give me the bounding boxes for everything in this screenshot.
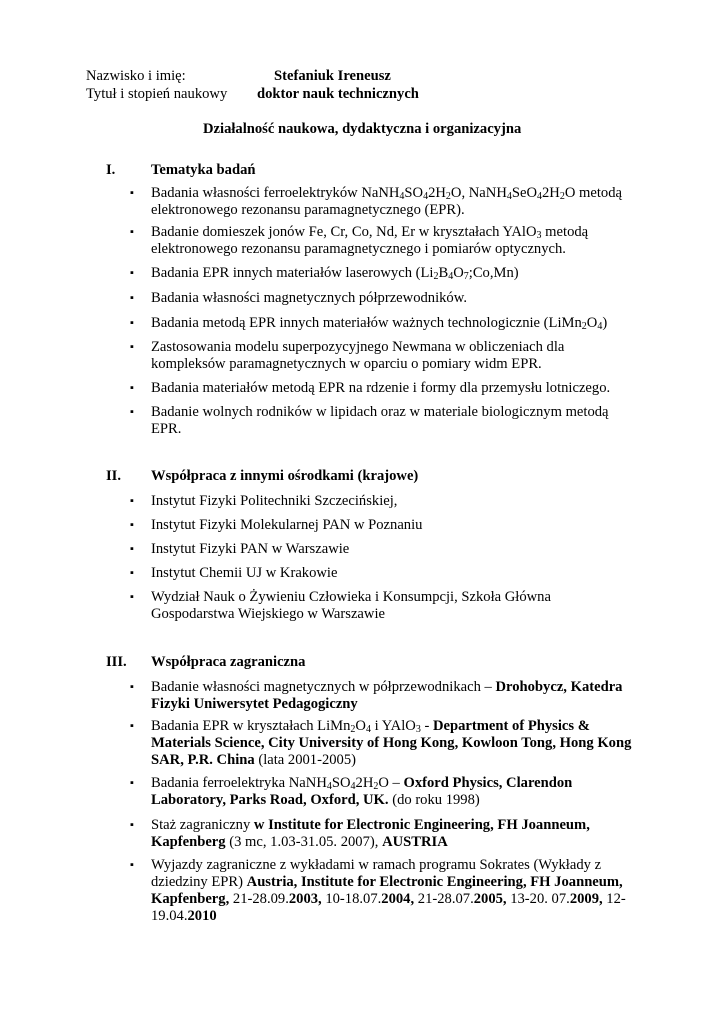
- list-item-text: Badania własności ferroelektryków $NaNH_4SO_42H_2O$, $NaNH_4SeO_42H_2O$ metodą elektronowego rezonansu paramagnetycznego (EPR).: [151, 185, 622, 218]
- bullet-icon: ▪: [130, 382, 134, 394]
- section-title: Tematyka badań: [151, 162, 256, 178]
- list-item-text: Instytut Fizyki Molekularnej PAN w Poznaniu: [151, 517, 423, 533]
- list-item-text: Instytut Chemii UJ w Krakowie: [151, 565, 338, 581]
- list-item-text: Badania własności magnetycznych półprzewodników.: [151, 290, 467, 306]
- bullet-icon: ▪: [130, 495, 134, 507]
- title-label: Tytuł i stopień naukowy: [86, 86, 228, 102]
- list-item-text: Wydział Nauk o Żywieniu Człowieka i Konsumpcji, Szkoła Główna Gospodarstwa Wiejskiego w Warszawie: [151, 589, 551, 622]
- list-item-text: Zastosowania modelu superpozycyjnego Newmana w obliczeniach dla kompleksów paramagnetycznych w oparciu o pomiary widm EPR.: [151, 339, 565, 372]
- list-item-text: Instytut Fizyki Politechniki Szczecińskiej,: [151, 493, 398, 509]
- section-title: Współpraca zagraniczna: [151, 654, 306, 670]
- bullet-icon: ▪: [130, 819, 134, 831]
- name-value: Stefaniuk Ireneusz: [274, 68, 391, 84]
- list-item-text: Badanie wolnych rodników w lipidach oraz w materiale biologicznym metodą EPR.: [151, 404, 609, 437]
- bullet-icon: ▪: [130, 226, 134, 238]
- list-item-text: Badania EPR innych materiałów laserowych $(Li_2B_4O_7;Co,Mn)$: [151, 265, 519, 282]
- list-item-text: Badania EPR w kryształach $LiMn_2O_4$ i YAlO$_3$ - Department of Physics & Materials Science, City University of Hong Kong, Kowloon Tong, Hong Kong SAR, P.R. China (lata 2001-2005): [151, 718, 632, 768]
- name-label: Nazwisko i imię:: [86, 68, 186, 84]
- bullet-icon: ▪: [130, 267, 134, 279]
- bullet-icon: ▪: [130, 567, 134, 579]
- list-item-text: Wyjazdy zagraniczne z wykładami w ramach programu Sokrates (Wykłady z dziedziny EPR) Austria, Institute for Electronic Engineering, FH Joanneum, Kapfenberg, 21-28.09.2003, 10-18.07.2004, 21-28.07.2005, 13-20. 07.2009, 12- 19.04.2010: [151, 857, 626, 924]
- bullet-icon: ▪: [130, 777, 134, 789]
- bullet-icon: ▪: [130, 406, 134, 418]
- bullet-icon: ▪: [130, 543, 134, 555]
- section-number: II.: [106, 468, 122, 484]
- section-number: I.: [106, 162, 116, 178]
- bullet-icon: ▪: [130, 292, 134, 304]
- list-item-text: Badania ferroelektryka $NaNH_4SO_42H_2O$ – Oxford Physics, Clarendon Laboratory, Parks Road, Oxford, UK. (do roku 1998): [151, 775, 573, 808]
- bullet-icon: ▪: [130, 591, 134, 603]
- bullet-icon: ▪: [130, 341, 134, 353]
- bullet-icon: ▪: [130, 187, 134, 199]
- bullet-icon: ▪: [130, 859, 134, 871]
- section-number: III.: [106, 654, 127, 670]
- list-item-text: Badanie domieszek jonów Fe, Cr, Co, Nd, Er w kryształach YAlO$_3$ metodą elektronowego rezonansu paramagnetycznego i pomiarów optycznych.: [151, 224, 589, 257]
- bullet-icon: ▪: [130, 317, 134, 329]
- bullet-icon: ▪: [130, 519, 134, 531]
- list-item-text: Badanie własności magnetycznych w półprzewodnikach – Drohobycz, Katedra Fizyki Uniwersytet Pedagogiczny: [151, 679, 623, 712]
- section-title: Współpraca z innymi ośrodkami (krajowe): [151, 468, 419, 484]
- document-title: Działalność naukowa, dydaktyczna i organizacyjna: [203, 121, 522, 137]
- title-value: doktor nauk technicznych: [257, 86, 419, 102]
- bullet-icon: ▪: [130, 681, 134, 693]
- list-item-text: Staż zagraniczny w Institute for Electronic Engineering, FH Joanneum, Kapfenberg (3 mc, 1.03-31.05. 2007), AUSTRIA: [151, 817, 590, 850]
- bullet-icon: ▪: [130, 720, 134, 732]
- list-item-text: Badania materiałów metodą EPR na rdzenie i formy dla przemysłu lotniczego.: [151, 380, 611, 396]
- list-item-text: Badania metodą EPR innych materiałów ważnych technologicznie $(LiMn_2O_4)$: [151, 315, 608, 332]
- list-item-text: Instytut Fizyki PAN w Warszawie: [151, 541, 350, 557]
